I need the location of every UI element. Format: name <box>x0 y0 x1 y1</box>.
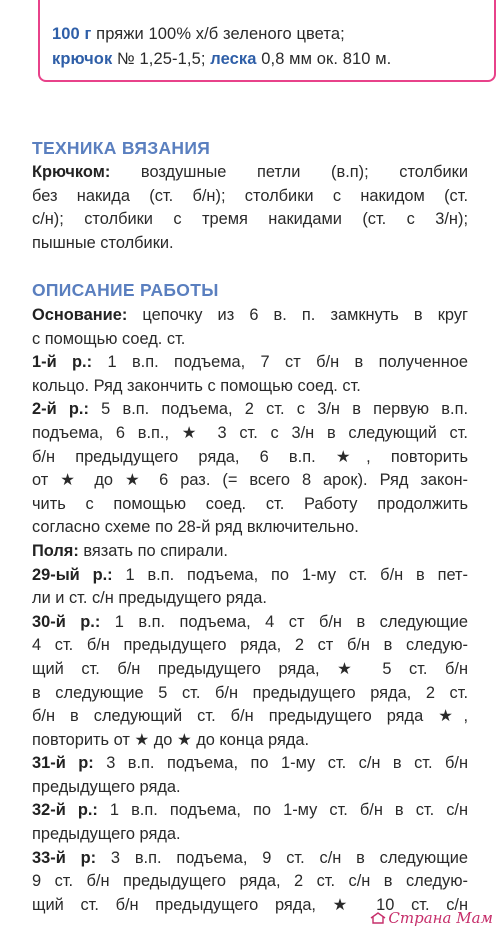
row-text: согласно схеме по 28-й ряд включительно. <box>32 518 359 537</box>
row-text: с помощью соед. ст. <box>32 329 186 348</box>
fishing-line-size: 0,8 мм ок. 810 м. <box>256 50 392 68</box>
description-paragraph <box>32 304 468 917</box>
row-text: от ★ до ★ 6 раз. (= всего 8 арок). Ряд закон- <box>32 471 468 490</box>
hook-label: крючок <box>52 50 113 68</box>
row-text: 1 в.п. подъема, по 1-му ст. б/н в пет- <box>112 565 468 584</box>
row-label: 32-й р.: <box>32 801 98 820</box>
row-label: Основание: <box>32 306 128 324</box>
description-line <box>32 799 468 823</box>
row-text: щий ст. б/н предыдущего ряда, ★ 5 ст. б/н <box>32 659 468 678</box>
description-line <box>32 493 468 517</box>
description-line <box>32 658 468 682</box>
row-text: 9 ст. б/н предыдущего ряда, 2 ст. с/н в следую- <box>32 872 468 891</box>
row-text: 3 в.п. подъема, 9 ст. с/н в следующие <box>96 848 468 867</box>
description-line <box>32 540 468 564</box>
technique-heading: ТЕХНИКА ВЯЗАНИЯ <box>32 138 211 158</box>
row-text: 1 в.п. подъема, 4 ст б/н в следующие <box>100 612 468 631</box>
row-text: вязать по спирали. <box>78 541 228 560</box>
row-text: щий ст. б/н предыдущего ряда, ★ 10 ст. с/н <box>32 895 468 914</box>
row-text: предыдущего ряда. <box>32 777 181 796</box>
description-heading: ОПИСАНИЕ РАБОТЫ <box>32 280 219 300</box>
description-line <box>32 564 468 588</box>
technique-line: Крючком: воздушные петли (в.п); столбики <box>32 163 468 181</box>
row-text: в следующие 5 ст. б/н предыдущего ряда, 2 ст. <box>32 683 468 702</box>
row-text: кольцо. Ряд закончить с помощью соед. ст. <box>32 376 361 395</box>
description-line <box>32 870 468 894</box>
row-text: чить с помощью соед. ст. Работу продолжить <box>32 494 468 513</box>
materials-line-tools <box>52 47 492 72</box>
row-text: б/н в следующий ст. б/н предыдущего ряда ★, <box>32 707 468 726</box>
description-line <box>32 823 468 847</box>
row-text: ли и ст. с/н предыдущего ряда. <box>32 589 267 608</box>
description-line <box>32 611 468 635</box>
row-label: 33-й р: <box>32 848 97 867</box>
description-line <box>32 469 468 493</box>
row-label: 2-й р.: <box>32 400 89 419</box>
row-label: 1-й р.: <box>32 353 93 372</box>
description-line <box>32 516 468 540</box>
yarn-description: пряжи 100% х/б зеленого цвета; <box>91 25 345 43</box>
description-line <box>32 752 468 776</box>
description-line <box>32 375 468 399</box>
materials-line-yarn <box>52 22 492 47</box>
description-line <box>32 328 468 352</box>
description-line <box>32 705 468 729</box>
technique-line: пышные столбики. <box>32 233 174 252</box>
description-line <box>32 446 468 470</box>
row-text: предыдущего ряда. <box>32 825 181 844</box>
technique-lead: Крючком: <box>32 163 111 181</box>
yarn-amount: 100 г <box>52 25 92 43</box>
fishing-line-label: леска <box>210 50 257 68</box>
row-label: Поля: <box>32 541 79 560</box>
site-watermark <box>370 909 493 927</box>
row-text: подъема, 6 в.п., ★ 3 ст. с 3/н в следующий ст. <box>32 423 468 442</box>
row-text: цепочку из 6 в. п. замкнуть в круг <box>127 306 468 324</box>
description-line <box>32 422 468 446</box>
row-label: 31-й р: <box>32 754 94 773</box>
materials-list <box>52 22 492 72</box>
house-icon <box>370 912 386 924</box>
description-line <box>32 634 468 658</box>
watermark-text: Страна Мам <box>388 909 493 927</box>
technique-paragraph <box>32 161 468 255</box>
row-text: б/н предыдущего ряда, 6 в.п. ★, повторить <box>32 447 468 466</box>
technique-line: без накида (ст. б/н); столбики с накидом (ст. <box>32 186 468 205</box>
description-line <box>32 398 468 422</box>
row-text: 1 в.п. подъема, 7 ст б/н в полученное <box>92 353 468 372</box>
technique-line: с/н); столбики с тремя накидами (ст. с 3/н); <box>32 210 468 229</box>
row-label: 30-й р.: <box>32 612 101 631</box>
row-label: 29-ый р.: <box>32 565 113 584</box>
hook-size: № 1,25-1,5; <box>112 50 211 68</box>
description-line <box>32 587 468 611</box>
description-line <box>32 729 468 753</box>
row-text: 4 ст. б/н предыдущего ряда, 2 ст б/н в следую- <box>32 636 468 655</box>
description-line <box>32 776 468 800</box>
row-text: 5 в.п. подъема, 2 ст. с 3/н в первую в.п. <box>88 400 469 419</box>
row-text: повторить от ★ до ★ до конца ряда. <box>32 730 310 749</box>
row-text: 1 в.п. подъема, по 1-му ст. б/н в ст. с/н <box>97 801 468 820</box>
description-line <box>32 847 468 871</box>
description-line <box>32 682 468 706</box>
description-line <box>32 304 468 328</box>
description-line <box>32 351 468 375</box>
row-text: 3 в.п. подъема, по 1-му ст. с/н в ст. б/н <box>93 754 468 773</box>
